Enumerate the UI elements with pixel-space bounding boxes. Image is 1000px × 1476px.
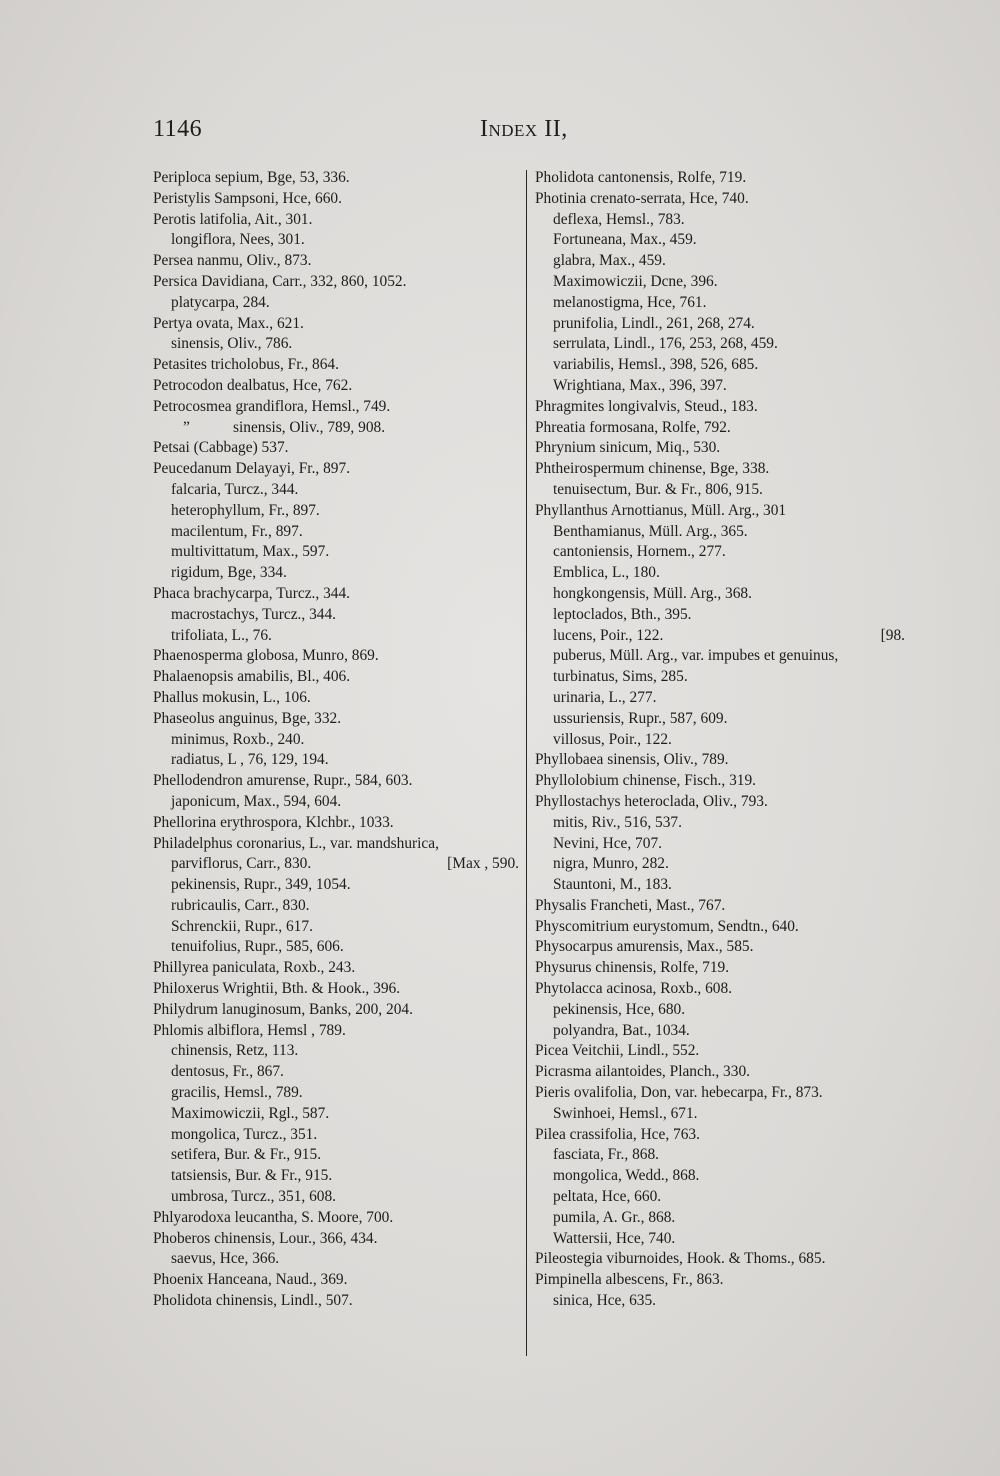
index-subentry: radiatus, L , 76, 129, 194.: [171, 751, 329, 769]
split-line: [553, 626, 905, 647]
index-entry: Phlyarodoxa leucantha, S. Moore, 700.: [153, 1208, 394, 1226]
index-column-right: [535, 168, 905, 1312]
index-subentry: sinica, Hce, 635.: [553, 1292, 657, 1310]
continuation-text: [98.: [880, 626, 905, 644]
index-subentry: setifera, Bur. & Fr., 915.: [171, 1146, 322, 1164]
index-subentry: [153, 854, 519, 875]
index-entry: Physalis Francheti, Mast., 767.: [535, 896, 726, 914]
index-entry: Peucedanum Delayayi, Fr., 897.: [153, 460, 351, 478]
index-entry: Phaenosperma globosa, Munro, 869.: [153, 647, 379, 665]
index-entry: Phaca brachycarpa, Turcz., 344.: [153, 584, 351, 602]
index-entry: Phoberos chinensis, Lour., 366, 434.: [153, 1229, 378, 1247]
index-entry: Philydrum lanuginosum, Banks, 200, 204.: [153, 1000, 413, 1018]
index-entry: Phyllobaea sinensis, Oliv., 789.: [535, 751, 729, 769]
index-entry: Pieris ovalifolia, Don, var. hebecarpa, Fr., 873.: [535, 1084, 823, 1102]
index-subentry: macrostachys, Turcz., 344.: [171, 605, 336, 623]
index-subentry: saevus, Hce, 366.: [171, 1250, 280, 1268]
index-entry: Pileostegia viburnoides, Hook. & Thoms., 685.: [535, 1250, 826, 1268]
entry-text: lucens, Poir., 122.: [553, 626, 664, 644]
index-subentry: Stauntoni, M., 183.: [553, 876, 672, 894]
index-entry: Persea nanmu, Oliv., 873.: [153, 252, 312, 270]
index-entry: Phyllolobium chinense, Fisch., 319.: [535, 772, 757, 790]
index-subentry: tenuifolius, Rupr., 585, 606.: [171, 938, 344, 956]
index-subentry: mongolica, Wedd., 868.: [553, 1167, 700, 1185]
index-subentry: rubricaulis, Carr., 830.: [171, 896, 310, 914]
index-subentry: pumila, A. Gr., 868.: [553, 1208, 676, 1226]
index-entry: Phtheirospermum chinense, Bge, 338.: [535, 460, 770, 478]
index-entry: Petasites tricholobus, Fr., 864.: [153, 356, 339, 374]
page-header: [150, 116, 910, 156]
index-entry: Phillyrea paniculata, Roxb., 243.: [153, 959, 356, 977]
index-column-left: [153, 168, 519, 1312]
index-subentry: puberus, Müll. Arg., var. impubes et genuinus,: [553, 647, 839, 665]
column-divider: [526, 170, 527, 1356]
entry-text: parviflorus, Carr., 830.: [171, 855, 312, 873]
index-subentry: [153, 418, 519, 439]
index-subentry: dentosus, Fr., 867.: [171, 1063, 284, 1081]
index-subentry: gracilis, Hemsl., 789.: [171, 1084, 303, 1102]
index-entry: Petsai (Cabbage) 537.: [153, 439, 289, 457]
index-subentry: pekinensis, Rupr., 349, 1054.: [171, 876, 351, 894]
index-subentry: macilentum, Fr., 897.: [171, 522, 303, 540]
index-entry: Philoxerus Wrightii, Bth. & Hook., 396.: [153, 980, 401, 998]
index-subentry: mongolica, Turcz., 351.: [171, 1125, 318, 1143]
index-entry: Phaseolus anguinus, Bge, 332.: [153, 709, 342, 727]
index-entry: Pholidota chinensis, Lindl., 507.: [153, 1292, 353, 1310]
index-subentry: tenuisectum, Bur. & Fr., 806, 915.: [553, 480, 763, 498]
index-entry: Phyllanthus Arnottianus, Müll. Arg., 301: [535, 501, 787, 519]
index-entry: Picea Veitchii, Lindl., 552.: [535, 1042, 700, 1060]
index-subentry: turbinatus, Sims, 285.: [553, 668, 688, 686]
index-entry: Pimpinella albescens, Fr., 863.: [535, 1271, 724, 1289]
index-subentry: trifoliata, L., 76.: [171, 626, 272, 644]
index-entry: Physcomitrium eurystomum, Sendtn., 640.: [535, 917, 799, 935]
index-subentry: variabilis, Hemsl., 398, 526, 685.: [553, 356, 759, 374]
entry-text: sinensis, Oliv., 789, 908.: [233, 418, 386, 436]
index-subentry: ussuriensis, Rupr., 587, 609.: [553, 709, 728, 727]
index-entry: Perotis latifolia, Ait., 301.: [153, 210, 313, 228]
index-subentry: Nevini, Hce, 707.: [553, 834, 662, 852]
index-entry: Picrasma ailantoides, Planch., 330.: [535, 1063, 750, 1081]
index-entry: Phalaenopsis amabilis, Bl., 406.: [153, 668, 351, 686]
index-entry: Phellodendron amurense, Rupr., 584, 603.: [153, 772, 413, 790]
index-entry: Petrocosmea grandiflora, Hemsl., 749.: [153, 397, 391, 415]
index-subentry: Wrightiana, Max., 396, 397.: [553, 376, 727, 394]
index-subentry: platycarpa, 284.: [171, 293, 270, 311]
index-entry: Periploca sepium, Bge, 53, 336.: [153, 169, 350, 186]
index-entry: Phragmites longivalvis, Steud., 183.: [535, 397, 758, 415]
index-subentry: fasciata, Fr., 868.: [553, 1146, 659, 1164]
split-line: [171, 854, 519, 875]
index-entry: Pertya ovata, Max., 621.: [153, 314, 304, 332]
index-subentry: deflexa, Hemsl., 783.: [553, 210, 685, 228]
index-subentry: serrulata, Lindl., 176, 253, 268, 459.: [553, 335, 778, 353]
index-subentry: cantoniensis, Hornem., 277.: [553, 543, 726, 561]
index-subentry: Maximowiczii, Dcne, 396.: [553, 272, 718, 290]
index-entry: Photinia crenato-serrata, Hce, 740.: [535, 189, 749, 207]
index-subentry: Swinhoei, Hemsl., 671.: [553, 1104, 698, 1122]
index-subentry: [535, 626, 905, 647]
index-entry: Pilea crassifolia, Hce, 763.: [535, 1125, 700, 1143]
index-subentry: hongkongensis, Müll. Arg., 368.: [553, 584, 752, 602]
continuation-text: [Max , 590.: [447, 855, 519, 873]
index-entry: Phytolacca acinosa, Roxb., 608.: [535, 980, 733, 998]
index-subentry: pekinensis, Hce, 680.: [553, 1000, 686, 1018]
index-subentry: minimus, Roxb., 240.: [171, 730, 305, 748]
index-subentry: rigidum, Bge, 334.: [171, 564, 287, 582]
index-subentry: mitis, Riv., 516, 537.: [553, 813, 682, 831]
index-subentry: glabra, Max., 459.: [553, 252, 666, 270]
index-entry: Peristylis Sampsoni, Hce, 660.: [153, 189, 342, 207]
index-entry: Pholidota cantonensis, Rolfe, 719.: [535, 169, 747, 186]
index-entry: Physocarpus amurensis, Max., 585.: [535, 938, 754, 956]
index-entry: Physurus chinensis, Rolfe, 719.: [535, 959, 730, 977]
index-subentry: Wattersii, Hce, 740.: [553, 1229, 676, 1247]
index-subentry: Benthamianus, Müll. Arg., 365.: [553, 522, 748, 540]
index-entry: Phyllostachys heteroclada, Oliv., 793.: [535, 792, 768, 810]
ditto-mark: ”: [183, 418, 190, 436]
index-subentry: Emblica, L., 180.: [553, 564, 660, 582]
index-entry: Phreatia formosana, Rolfe, 792.: [535, 418, 731, 436]
index-subentry: leptoclados, Bth., 395.: [553, 605, 692, 623]
index-entry: Persica Davidiana, Carr., 332, 860, 1052.: [153, 272, 407, 290]
index-entry: Phallus mokusin, L., 106.: [153, 688, 311, 706]
index-subentry: urinaria, L., 277.: [553, 688, 657, 706]
index-subentry: nigra, Munro, 282.: [553, 855, 669, 873]
index-subentry: villosus, Poir., 122.: [553, 730, 672, 748]
page-number: 1146: [153, 116, 203, 142]
index-subentry: japonicum, Max., 594, 604.: [171, 792, 342, 810]
index-entry: Phrynium sinicum, Miq., 530.: [535, 439, 721, 457]
index-subentry: chinensis, Retz, 113.: [171, 1042, 299, 1060]
index-subentry: tatsiensis, Bur. & Fr., 915.: [171, 1167, 333, 1185]
running-head: Index II,: [480, 116, 568, 142]
index-subentry: heterophyllum, Fr., 897.: [171, 501, 320, 519]
index-subentry: Fortuneana, Max., 459.: [553, 231, 697, 249]
index-subentry: sinensis, Oliv., 786.: [171, 335, 293, 353]
index-subentry: falcaria, Turcz., 344.: [171, 480, 299, 498]
index-subentry: Schrenckii, Rupr., 617.: [171, 917, 313, 935]
index-entry: Philadelphus coronarius, L., var. mandshurica,: [153, 834, 439, 852]
index-subentry: polyandra, Bat., 1034.: [553, 1021, 690, 1039]
index-entry: Petrocodon dealbatus, Hce, 762.: [153, 376, 353, 394]
index-entry: Phellorina erythrospora, Klchbr., 1033.: [153, 813, 394, 831]
index-subentry: multivittatum, Max., 597.: [171, 543, 330, 561]
index-subentry: melanostigma, Hce, 761.: [553, 293, 707, 311]
index-subentry: longiflora, Nees, 301.: [171, 231, 305, 249]
index-subentry: umbrosa, Turcz., 351, 608.: [171, 1188, 337, 1206]
index-subentry: peltata, Hce, 660.: [553, 1188, 662, 1206]
index-subentry: Maximowiczii, Rgl., 587.: [171, 1104, 330, 1122]
index-entry: Phlomis albiflora, Hemsl , 789.: [153, 1021, 346, 1039]
index-subentry: prunifolia, Lindl., 261, 268, 274.: [553, 314, 755, 332]
index-entry: Phoenix Hanceana, Naud., 369.: [153, 1271, 348, 1289]
